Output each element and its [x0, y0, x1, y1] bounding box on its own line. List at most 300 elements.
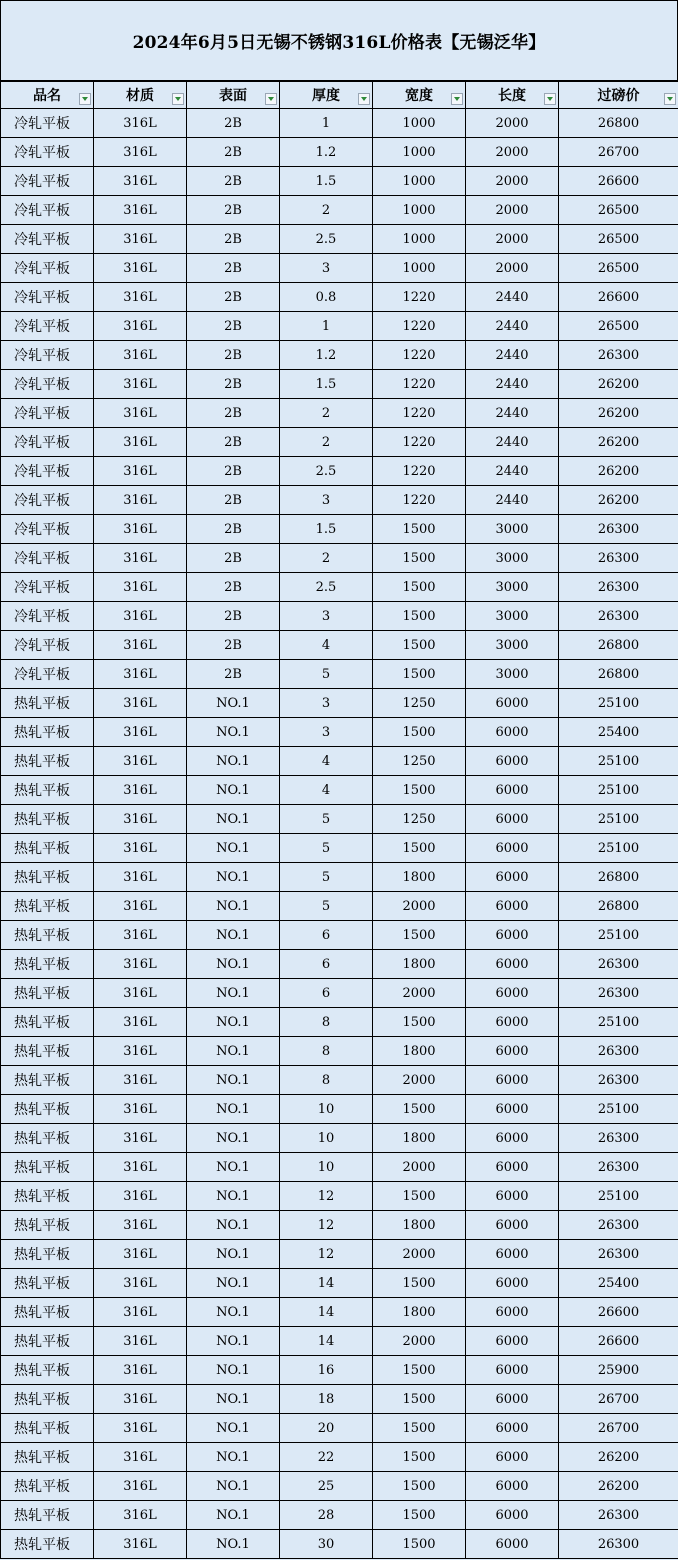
cell-material[interactable]: 316L: [94, 1008, 187, 1037]
cell-surface[interactable]: 2B: [187, 515, 280, 544]
cell-surface[interactable]: 2B: [187, 312, 280, 341]
cell-material[interactable]: 316L: [94, 1414, 187, 1443]
cell-weighed-price[interactable]: 26200: [559, 457, 678, 486]
cell-material[interactable]: 316L: [94, 1327, 187, 1356]
cell-length[interactable]: 2440: [466, 312, 559, 341]
cell-product-name[interactable]: 热轧平板: [1, 1327, 94, 1356]
cell-material[interactable]: 316L: [94, 370, 187, 399]
cell-material[interactable]: 316L: [94, 196, 187, 225]
cell-length[interactable]: 6000: [466, 1501, 559, 1530]
cell-surface[interactable]: NO.1: [187, 689, 280, 718]
cell-thickness[interactable]: 2.5: [280, 225, 373, 254]
cell-length[interactable]: 6000: [466, 979, 559, 1008]
cell-thickness[interactable]: 20: [280, 1414, 373, 1443]
cell-thickness[interactable]: 8: [280, 1037, 373, 1066]
cell-product-name[interactable]: 冷轧平板: [1, 660, 94, 689]
cell-material[interactable]: 316L: [94, 1530, 187, 1559]
cell-product-name[interactable]: 热轧平板: [1, 1501, 94, 1530]
cell-material[interactable]: 316L: [94, 979, 187, 1008]
cell-weighed-price[interactable]: 25100: [559, 834, 678, 863]
cell-material[interactable]: 316L: [94, 283, 187, 312]
cell-surface[interactable]: NO.1: [187, 834, 280, 863]
cell-material[interactable]: 316L: [94, 805, 187, 834]
cell-width[interactable]: 1800: [373, 863, 466, 892]
cell-width[interactable]: 1000: [373, 225, 466, 254]
cell-thickness[interactable]: 5: [280, 892, 373, 921]
cell-width[interactable]: 1500: [373, 1501, 466, 1530]
cell-length[interactable]: 2440: [466, 341, 559, 370]
cell-material[interactable]: 316L: [94, 138, 187, 167]
cell-thickness[interactable]: 3: [280, 254, 373, 283]
cell-weighed-price[interactable]: 26300: [559, 1211, 678, 1240]
cell-product-name[interactable]: 冷轧平板: [1, 573, 94, 602]
cell-surface[interactable]: NO.1: [187, 1124, 280, 1153]
cell-thickness[interactable]: 14: [280, 1327, 373, 1356]
cell-material[interactable]: 316L: [94, 747, 187, 776]
cell-product-name[interactable]: 冷轧平板: [1, 370, 94, 399]
cell-thickness[interactable]: 6: [280, 921, 373, 950]
cell-weighed-price[interactable]: 26300: [559, 950, 678, 979]
cell-width[interactable]: 1000: [373, 167, 466, 196]
cell-material[interactable]: 316L: [94, 1211, 187, 1240]
cell-length[interactable]: 3000: [466, 573, 559, 602]
cell-width[interactable]: 1500: [373, 834, 466, 863]
cell-thickness[interactable]: 1.2: [280, 341, 373, 370]
cell-width[interactable]: 1220: [373, 428, 466, 457]
cell-length[interactable]: 2000: [466, 138, 559, 167]
cell-length[interactable]: 6000: [466, 1124, 559, 1153]
cell-material[interactable]: 316L: [94, 1037, 187, 1066]
cell-surface[interactable]: NO.1: [187, 1414, 280, 1443]
cell-length[interactable]: 3000: [466, 544, 559, 573]
cell-material[interactable]: 316L: [94, 660, 187, 689]
filter-dropdown-icon[interactable]: [172, 93, 184, 105]
cell-material[interactable]: 316L: [94, 921, 187, 950]
cell-product-name[interactable]: 热轧平板: [1, 921, 94, 950]
cell-length[interactable]: 6000: [466, 1414, 559, 1443]
cell-width[interactable]: 1250: [373, 689, 466, 718]
cell-product-name[interactable]: 热轧平板: [1, 1356, 94, 1385]
cell-material[interactable]: 316L: [94, 863, 187, 892]
cell-length[interactable]: 2000: [466, 225, 559, 254]
cell-surface[interactable]: 2B: [187, 660, 280, 689]
cell-thickness[interactable]: 2.5: [280, 573, 373, 602]
cell-thickness[interactable]: 1.5: [280, 515, 373, 544]
cell-surface[interactable]: 2B: [187, 602, 280, 631]
cell-length[interactable]: 6000: [466, 1240, 559, 1269]
cell-product-name[interactable]: 热轧平板: [1, 863, 94, 892]
cell-length[interactable]: 6000: [466, 689, 559, 718]
cell-thickness[interactable]: 3: [280, 602, 373, 631]
cell-material[interactable]: 316L: [94, 109, 187, 138]
cell-thickness[interactable]: 14: [280, 1298, 373, 1327]
cell-length[interactable]: 3000: [466, 602, 559, 631]
cell-length[interactable]: 2440: [466, 399, 559, 428]
cell-product-name[interactable]: 冷轧平板: [1, 109, 94, 138]
cell-product-name[interactable]: 冷轧平板: [1, 457, 94, 486]
cell-surface[interactable]: NO.1: [187, 1037, 280, 1066]
cell-length[interactable]: 2000: [466, 109, 559, 138]
cell-thickness[interactable]: 3: [280, 718, 373, 747]
cell-length[interactable]: 6000: [466, 1530, 559, 1559]
cell-width[interactable]: 1500: [373, 1385, 466, 1414]
cell-surface[interactable]: 2B: [187, 631, 280, 660]
cell-thickness[interactable]: 1.5: [280, 370, 373, 399]
cell-weighed-price[interactable]: 26300: [559, 544, 678, 573]
cell-surface[interactable]: NO.1: [187, 1269, 280, 1298]
cell-weighed-price[interactable]: 25100: [559, 805, 678, 834]
cell-surface[interactable]: NO.1: [187, 1385, 280, 1414]
cell-product-name[interactable]: 热轧平板: [1, 979, 94, 1008]
cell-width[interactable]: 1500: [373, 1472, 466, 1501]
cell-thickness[interactable]: 18: [280, 1385, 373, 1414]
cell-weighed-price[interactable]: 26500: [559, 254, 678, 283]
cell-width[interactable]: 1500: [373, 1443, 466, 1472]
cell-material[interactable]: 316L: [94, 776, 187, 805]
cell-weighed-price[interactable]: 25900: [559, 1356, 678, 1385]
cell-product-name[interactable]: 热轧平板: [1, 1530, 94, 1559]
cell-product-name[interactable]: 冷轧平板: [1, 631, 94, 660]
cell-weighed-price[interactable]: 26700: [559, 1414, 678, 1443]
cell-product-name[interactable]: 冷轧平板: [1, 428, 94, 457]
cell-material[interactable]: 316L: [94, 950, 187, 979]
cell-surface[interactable]: 2B: [187, 109, 280, 138]
cell-surface[interactable]: 2B: [187, 225, 280, 254]
cell-product-name[interactable]: 热轧平板: [1, 1037, 94, 1066]
cell-weighed-price[interactable]: 26200: [559, 486, 678, 515]
cell-length[interactable]: 6000: [466, 1211, 559, 1240]
cell-surface[interactable]: NO.1: [187, 1211, 280, 1240]
cell-product-name[interactable]: 热轧平板: [1, 718, 94, 747]
cell-surface[interactable]: NO.1: [187, 1153, 280, 1182]
cell-thickness[interactable]: 2.5: [280, 457, 373, 486]
cell-surface[interactable]: 2B: [187, 457, 280, 486]
cell-weighed-price[interactable]: 26300: [559, 1066, 678, 1095]
cell-weighed-price[interactable]: 26300: [559, 1501, 678, 1530]
cell-product-name[interactable]: 冷轧平板: [1, 399, 94, 428]
cell-length[interactable]: 6000: [466, 1008, 559, 1037]
filter-dropdown-icon[interactable]: [79, 93, 91, 105]
cell-weighed-price[interactable]: 26200: [559, 399, 678, 428]
cell-thickness[interactable]: 8: [280, 1066, 373, 1095]
cell-weighed-price[interactable]: 26300: [559, 1124, 678, 1153]
cell-material[interactable]: 316L: [94, 718, 187, 747]
cell-product-name[interactable]: 冷轧平板: [1, 196, 94, 225]
cell-weighed-price[interactable]: 26800: [559, 863, 678, 892]
cell-thickness[interactable]: 1.2: [280, 138, 373, 167]
cell-width[interactable]: 1220: [373, 486, 466, 515]
cell-length[interactable]: 6000: [466, 1066, 559, 1095]
cell-thickness[interactable]: 4: [280, 631, 373, 660]
cell-surface[interactable]: NO.1: [187, 921, 280, 950]
cell-thickness[interactable]: 10: [280, 1095, 373, 1124]
cell-length[interactable]: 6000: [466, 1298, 559, 1327]
cell-surface[interactable]: 2B: [187, 370, 280, 399]
cell-length[interactable]: 3000: [466, 660, 559, 689]
cell-length[interactable]: 6000: [466, 1356, 559, 1385]
filter-dropdown-icon[interactable]: [265, 93, 277, 105]
cell-length[interactable]: 6000: [466, 747, 559, 776]
cell-product-name[interactable]: 热轧平板: [1, 892, 94, 921]
cell-width[interactable]: 1220: [373, 341, 466, 370]
cell-material[interactable]: 316L: [94, 1269, 187, 1298]
cell-surface[interactable]: 2B: [187, 544, 280, 573]
cell-weighed-price[interactable]: 25400: [559, 718, 678, 747]
cell-surface[interactable]: 2B: [187, 399, 280, 428]
cell-weighed-price[interactable]: 26300: [559, 515, 678, 544]
cell-thickness[interactable]: 14: [280, 1269, 373, 1298]
cell-width[interactable]: 1220: [373, 399, 466, 428]
cell-width[interactable]: 2000: [373, 979, 466, 1008]
cell-weighed-price[interactable]: 26500: [559, 312, 678, 341]
cell-surface[interactable]: 2B: [187, 138, 280, 167]
cell-thickness[interactable]: 6: [280, 979, 373, 1008]
filter-dropdown-icon[interactable]: [664, 93, 676, 105]
cell-surface[interactable]: NO.1: [187, 1240, 280, 1269]
cell-width[interactable]: 1500: [373, 1008, 466, 1037]
cell-material[interactable]: 316L: [94, 573, 187, 602]
cell-length[interactable]: 6000: [466, 1095, 559, 1124]
cell-surface[interactable]: NO.1: [187, 1327, 280, 1356]
cell-width[interactable]: 1500: [373, 544, 466, 573]
cell-width[interactable]: 1500: [373, 1414, 466, 1443]
cell-length[interactable]: 2440: [466, 370, 559, 399]
cell-product-name[interactable]: 热轧平板: [1, 1385, 94, 1414]
cell-width[interactable]: 1500: [373, 1530, 466, 1559]
cell-surface[interactable]: NO.1: [187, 863, 280, 892]
cell-length[interactable]: 2440: [466, 457, 559, 486]
cell-length[interactable]: 6000: [466, 1443, 559, 1472]
cell-product-name[interactable]: 热轧平板: [1, 1182, 94, 1211]
cell-product-name[interactable]: 热轧平板: [1, 950, 94, 979]
cell-width[interactable]: 1220: [373, 312, 466, 341]
cell-surface[interactable]: NO.1: [187, 776, 280, 805]
cell-thickness[interactable]: 12: [280, 1211, 373, 1240]
cell-weighed-price[interactable]: 26500: [559, 225, 678, 254]
cell-weighed-price[interactable]: 26300: [559, 1037, 678, 1066]
cell-thickness[interactable]: 28: [280, 1501, 373, 1530]
cell-weighed-price[interactable]: 25100: [559, 1095, 678, 1124]
cell-material[interactable]: 316L: [94, 602, 187, 631]
cell-surface[interactable]: 2B: [187, 167, 280, 196]
cell-length[interactable]: 2000: [466, 254, 559, 283]
cell-width[interactable]: 1500: [373, 1095, 466, 1124]
cell-length[interactable]: 6000: [466, 718, 559, 747]
cell-length[interactable]: 6000: [466, 1153, 559, 1182]
cell-width[interactable]: 1800: [373, 1211, 466, 1240]
cell-material[interactable]: 316L: [94, 1501, 187, 1530]
cell-material[interactable]: 316L: [94, 1095, 187, 1124]
cell-surface[interactable]: NO.1: [187, 950, 280, 979]
cell-width[interactable]: 2000: [373, 1153, 466, 1182]
cell-weighed-price[interactable]: 26300: [559, 979, 678, 1008]
cell-surface[interactable]: NO.1: [187, 1443, 280, 1472]
cell-weighed-price[interactable]: 26200: [559, 370, 678, 399]
cell-surface[interactable]: 2B: [187, 196, 280, 225]
cell-thickness[interactable]: 25: [280, 1472, 373, 1501]
cell-length[interactable]: 2440: [466, 283, 559, 312]
cell-surface[interactable]: NO.1: [187, 892, 280, 921]
cell-product-name[interactable]: 热轧平板: [1, 834, 94, 863]
cell-weighed-price[interactable]: 26200: [559, 428, 678, 457]
cell-length[interactable]: 6000: [466, 892, 559, 921]
cell-width[interactable]: 1800: [373, 1124, 466, 1153]
cell-material[interactable]: 316L: [94, 1356, 187, 1385]
cell-weighed-price[interactable]: 25100: [559, 689, 678, 718]
cell-product-name[interactable]: 热轧平板: [1, 1298, 94, 1327]
cell-width[interactable]: 1800: [373, 1298, 466, 1327]
cell-thickness[interactable]: 12: [280, 1182, 373, 1211]
cell-surface[interactable]: 2B: [187, 254, 280, 283]
cell-material[interactable]: 316L: [94, 631, 187, 660]
cell-weighed-price[interactable]: 25100: [559, 747, 678, 776]
cell-material[interactable]: 316L: [94, 167, 187, 196]
cell-material[interactable]: 316L: [94, 225, 187, 254]
cell-material[interactable]: 316L: [94, 457, 187, 486]
cell-weighed-price[interactable]: 26300: [559, 1530, 678, 1559]
cell-width[interactable]: 1500: [373, 515, 466, 544]
cell-width[interactable]: 1220: [373, 283, 466, 312]
cell-thickness[interactable]: 5: [280, 805, 373, 834]
cell-surface[interactable]: 2B: [187, 486, 280, 515]
cell-product-name[interactable]: 热轧平板: [1, 747, 94, 776]
filter-dropdown-icon[interactable]: [358, 93, 370, 105]
cell-material[interactable]: 316L: [94, 1066, 187, 1095]
cell-material[interactable]: 316L: [94, 1385, 187, 1414]
cell-product-name[interactable]: 冷轧平板: [1, 138, 94, 167]
cell-product-name[interactable]: 热轧平板: [1, 689, 94, 718]
cell-weighed-price[interactable]: 26200: [559, 1472, 678, 1501]
cell-thickness[interactable]: 4: [280, 776, 373, 805]
cell-surface[interactable]: NO.1: [187, 1530, 280, 1559]
cell-weighed-price[interactable]: 26700: [559, 138, 678, 167]
cell-thickness[interactable]: 2: [280, 399, 373, 428]
cell-weighed-price[interactable]: 26200: [559, 1443, 678, 1472]
cell-product-name[interactable]: 热轧平板: [1, 1153, 94, 1182]
cell-width[interactable]: 1220: [373, 370, 466, 399]
cell-material[interactable]: 316L: [94, 689, 187, 718]
cell-material[interactable]: 316L: [94, 834, 187, 863]
cell-length[interactable]: 6000: [466, 1327, 559, 1356]
cell-length[interactable]: 2440: [466, 428, 559, 457]
cell-length[interactable]: 2440: [466, 486, 559, 515]
cell-width[interactable]: 1800: [373, 1037, 466, 1066]
cell-weighed-price[interactable]: 26600: [559, 1327, 678, 1356]
cell-thickness[interactable]: 3: [280, 689, 373, 718]
cell-width[interactable]: 1500: [373, 1269, 466, 1298]
cell-surface[interactable]: NO.1: [187, 805, 280, 834]
cell-weighed-price[interactable]: 26300: [559, 602, 678, 631]
cell-length[interactable]: 2000: [466, 167, 559, 196]
cell-weighed-price[interactable]: 25100: [559, 921, 678, 950]
cell-product-name[interactable]: 热轧平板: [1, 1095, 94, 1124]
cell-material[interactable]: 316L: [94, 1182, 187, 1211]
cell-material[interactable]: 316L: [94, 892, 187, 921]
cell-length[interactable]: 6000: [466, 776, 559, 805]
cell-surface[interactable]: 2B: [187, 573, 280, 602]
cell-thickness[interactable]: 6: [280, 950, 373, 979]
cell-thickness[interactable]: 2: [280, 428, 373, 457]
cell-weighed-price[interactable]: 26800: [559, 109, 678, 138]
cell-surface[interactable]: NO.1: [187, 1356, 280, 1385]
cell-thickness[interactable]: 30: [280, 1530, 373, 1559]
cell-product-name[interactable]: 冷轧平板: [1, 515, 94, 544]
cell-material[interactable]: 316L: [94, 544, 187, 573]
cell-material[interactable]: 316L: [94, 1298, 187, 1327]
cell-weighed-price[interactable]: 26800: [559, 892, 678, 921]
cell-length[interactable]: 6000: [466, 1037, 559, 1066]
cell-material[interactable]: 316L: [94, 341, 187, 370]
cell-width[interactable]: 1500: [373, 776, 466, 805]
cell-width[interactable]: 1000: [373, 254, 466, 283]
cell-weighed-price[interactable]: 26300: [559, 573, 678, 602]
cell-product-name[interactable]: 冷轧平板: [1, 254, 94, 283]
cell-surface[interactable]: NO.1: [187, 1008, 280, 1037]
cell-width[interactable]: 1000: [373, 196, 466, 225]
cell-width[interactable]: 2000: [373, 892, 466, 921]
cell-surface[interactable]: NO.1: [187, 1182, 280, 1211]
cell-thickness[interactable]: 4: [280, 747, 373, 776]
cell-weighed-price[interactable]: 25400: [559, 1269, 678, 1298]
cell-weighed-price[interactable]: 25100: [559, 1182, 678, 1211]
cell-product-name[interactable]: 冷轧平板: [1, 225, 94, 254]
cell-product-name[interactable]: 热轧平板: [1, 1240, 94, 1269]
cell-surface[interactable]: NO.1: [187, 1472, 280, 1501]
cell-thickness[interactable]: 5: [280, 863, 373, 892]
cell-width[interactable]: 1500: [373, 573, 466, 602]
cell-thickness[interactable]: 10: [280, 1124, 373, 1153]
cell-thickness[interactable]: 8: [280, 1008, 373, 1037]
cell-weighed-price[interactable]: 26700: [559, 1385, 678, 1414]
cell-product-name[interactable]: 热轧平板: [1, 1124, 94, 1153]
cell-thickness[interactable]: 0.8: [280, 283, 373, 312]
cell-width[interactable]: 1500: [373, 631, 466, 660]
cell-material[interactable]: 316L: [94, 515, 187, 544]
cell-width[interactable]: 1500: [373, 660, 466, 689]
cell-material[interactable]: 316L: [94, 1153, 187, 1182]
cell-material[interactable]: 316L: [94, 1124, 187, 1153]
cell-thickness[interactable]: 5: [280, 660, 373, 689]
cell-product-name[interactable]: 热轧平板: [1, 1443, 94, 1472]
cell-material[interactable]: 316L: [94, 1240, 187, 1269]
cell-product-name[interactable]: 热轧平板: [1, 805, 94, 834]
cell-thickness[interactable]: 3: [280, 486, 373, 515]
cell-width[interactable]: 1500: [373, 602, 466, 631]
cell-product-name[interactable]: 热轧平板: [1, 1008, 94, 1037]
cell-product-name[interactable]: 冷轧平板: [1, 167, 94, 196]
cell-product-name[interactable]: 冷轧平板: [1, 602, 94, 631]
cell-width[interactable]: 2000: [373, 1240, 466, 1269]
cell-length[interactable]: 2000: [466, 196, 559, 225]
cell-surface[interactable]: NO.1: [187, 1298, 280, 1327]
cell-weighed-price[interactable]: 26300: [559, 1240, 678, 1269]
cell-length[interactable]: 6000: [466, 834, 559, 863]
cell-length[interactable]: 6000: [466, 805, 559, 834]
cell-product-name[interactable]: 冷轧平板: [1, 341, 94, 370]
cell-length[interactable]: 6000: [466, 1472, 559, 1501]
cell-length[interactable]: 6000: [466, 1182, 559, 1211]
cell-weighed-price[interactable]: 26600: [559, 1298, 678, 1327]
cell-material[interactable]: 316L: [94, 399, 187, 428]
cell-thickness[interactable]: 12: [280, 1240, 373, 1269]
cell-surface[interactable]: NO.1: [187, 979, 280, 1008]
cell-surface[interactable]: NO.1: [187, 718, 280, 747]
cell-weighed-price[interactable]: 26600: [559, 167, 678, 196]
cell-surface[interactable]: NO.1: [187, 1066, 280, 1095]
cell-product-name[interactable]: 冷轧平板: [1, 283, 94, 312]
cell-width[interactable]: 1500: [373, 718, 466, 747]
cell-material[interactable]: 316L: [94, 1472, 187, 1501]
